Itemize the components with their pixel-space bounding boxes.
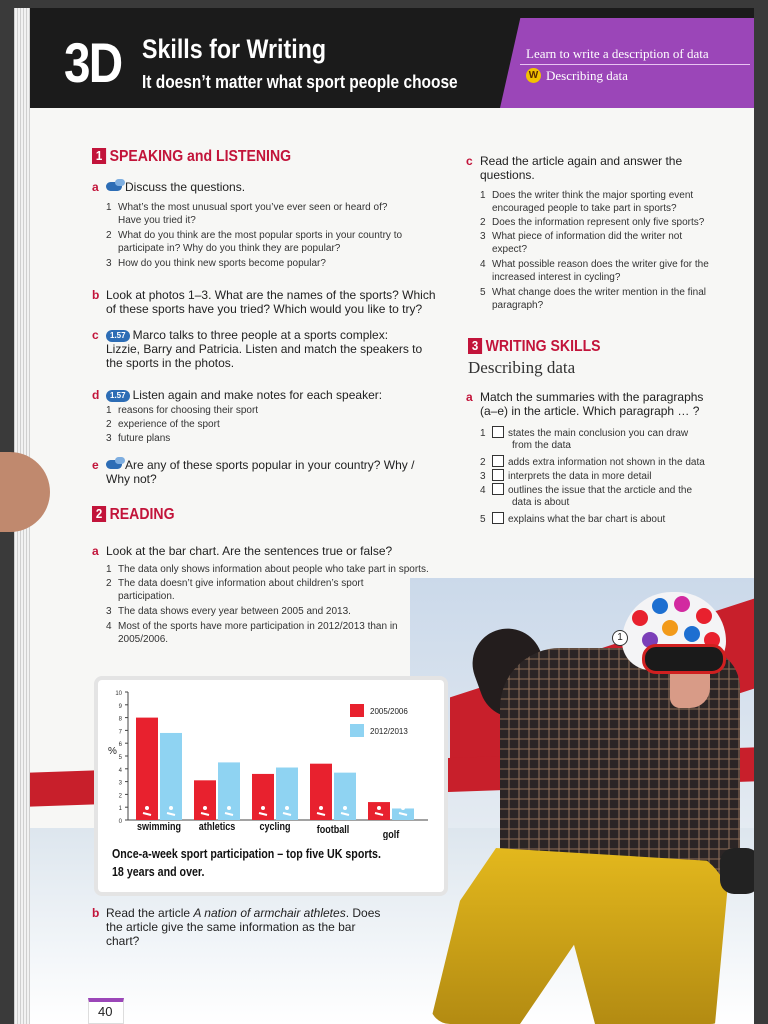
unit-subtitle: It doesn’t matter what sport people choose	[142, 72, 458, 92]
snowboarder-glove	[720, 848, 754, 894]
bar-athletics-2012/2013	[218, 762, 240, 820]
list-item-cont: participate in? Why do you think they are popular?	[118, 243, 341, 254]
list-item: 2 Does the information represent only five sports?	[480, 217, 705, 228]
question-1a	[92, 180, 245, 194]
list-item: 3 What piece of information did the writer not	[480, 231, 683, 242]
question-letter: a	[92, 180, 99, 194]
speaking-icon	[106, 182, 122, 191]
list-item: 3 future plans	[106, 433, 171, 444]
list-item: 1 Does the writer think the major sporting event	[480, 190, 694, 201]
bar-cycling-2012/2013	[276, 768, 298, 820]
section-number: 2	[92, 506, 106, 522]
unit-title: Skills for Writing	[142, 34, 327, 64]
question-3a: a Match the summaries with the paragraphs (a–e) in the article. Which paragraph … ?	[466, 390, 704, 418]
objective-divider	[520, 64, 750, 65]
textbook-page	[30, 8, 754, 1024]
section-heading-speaking	[92, 148, 291, 166]
section-number: 1	[92, 148, 106, 164]
y-tick-label: 5	[118, 755, 122, 761]
legend-label: 2012/2013	[370, 727, 408, 736]
match-item: 5 explains what the bar chart is about	[480, 514, 666, 525]
list-item-cont: encouraged people to take part in sports?	[492, 203, 677, 214]
answer-checkbox[interactable]	[492, 469, 504, 481]
list-item: 1 What’s the most unusual sport you’ve ever seen or heard of?	[106, 202, 388, 213]
sport-pictogram-icon	[285, 806, 289, 810]
y-tick-label: 1	[118, 806, 122, 813]
answer-checkbox[interactable]	[492, 483, 504, 495]
bar-swimming-2005/2006	[136, 718, 158, 820]
bar-football-2012/2013	[334, 773, 356, 820]
sport-pictogram-icon	[343, 806, 347, 810]
bar-chart-card	[94, 676, 448, 896]
legend-label: 2005/2006	[370, 707, 408, 716]
learning-objective: Learn to write a description of data	[526, 46, 709, 61]
list-item: 2 What do you think are the most popular sports in your country to	[106, 230, 403, 241]
y-tick-label: 2	[118, 793, 122, 800]
unit-header	[30, 8, 754, 108]
section-title: READING	[109, 506, 175, 523]
audio-track-icon[interactable]: 1.57	[106, 330, 130, 342]
sport-pictogram-icon	[377, 806, 381, 810]
list-item-cont: increased interest in cycling?	[492, 272, 621, 283]
list-item: 3 The data shows every year between 2005 and 2013.	[106, 606, 351, 617]
match-item: 4 outlines the issue that the arcticle and the	[480, 485, 693, 496]
list-item-cont: 2005/2006.	[118, 634, 169, 645]
unit-number: 3D	[64, 31, 122, 94]
answer-checkbox[interactable]	[492, 455, 504, 467]
section-title: WRITING SKILLS	[485, 338, 601, 355]
x-tick-label-swimming: swimming	[136, 821, 182, 834]
audio-track-icon[interactable]: 1.57	[106, 390, 130, 402]
question-2a: a Look at the bar chart. Are the sentences true or false?	[92, 544, 393, 558]
question-1b: b Look at photos 1–3. What are the names of the sports? Which of these sports have you tried? Which would you like to try?	[92, 288, 436, 316]
match-item: 1 states the main conclusion you can draw	[480, 428, 689, 439]
y-tick-label: 4	[118, 767, 122, 774]
sport-pictogram-icon	[261, 806, 265, 810]
section-number: 3	[468, 338, 482, 354]
list-item: 4 What possible reason does the writer give for the	[480, 259, 709, 270]
y-tick-label: 7	[118, 729, 122, 736]
list-item-cont: expect?	[492, 244, 528, 255]
answer-checkbox[interactable]	[492, 512, 504, 524]
section-subtitle: Describing data	[468, 358, 576, 377]
y-tick-label: 3	[118, 780, 122, 787]
y-tick-label: 0	[118, 819, 122, 825]
list-item: 4 Most of the sports have more participation in 2012/2013 than in	[106, 621, 398, 632]
bar-football-2005/2006	[310, 764, 332, 820]
photo-number-callout: 1	[612, 630, 628, 646]
list-item: 1 reasons for choosing their sport	[106, 405, 259, 416]
y-tick-label: 8	[118, 716, 122, 723]
list-item: 5 What change does the writer mention in the final	[480, 287, 707, 298]
speaking-icon	[106, 460, 122, 469]
y-tick-label: 6	[118, 742, 122, 749]
sport-pictogram-icon	[169, 806, 173, 810]
y-tick-label: 10	[115, 691, 122, 697]
question-1d: d 1.57 Listen again and make notes for each speaker:	[92, 388, 383, 402]
section-title: SPEAKING and LISTENING	[109, 148, 292, 165]
legend-swatch	[350, 724, 364, 737]
x-tick-label-athletics: athletics	[198, 821, 236, 834]
page-number: 40	[98, 1004, 113, 1019]
question-1e: e Are any of these sports popular in your country? Why / Why not?	[92, 458, 415, 486]
question-text: Discuss the questions.	[125, 180, 246, 194]
legend-swatch	[350, 704, 364, 717]
sport-pictogram-icon	[319, 806, 323, 810]
sport-pictogram-icon	[227, 806, 231, 810]
bar-golf-2005/2006	[368, 802, 390, 820]
question-2c: c Read the article again and answer the questions.	[466, 154, 683, 182]
match-item: 2 adds extra information not shown in the data	[480, 457, 705, 468]
section-heading-reading	[92, 506, 175, 524]
snowboarder-goggles	[642, 644, 726, 674]
sport-pictogram-icon	[401, 806, 405, 810]
chart-caption-line1: Once-a-week sport participation – top five UK sports.	[112, 846, 381, 861]
writing-badge-icon: W	[526, 68, 541, 83]
question-2b: b Read the article A nation of armchair athletes. Does the article give the same information as the bar chart?	[92, 906, 381, 948]
objectives-panel	[500, 18, 754, 108]
question-1c: c 1.57 Marco talks to three people at a sports complex: Lizzie, Barry and Patricia. Listen and match the speakers to the sports in the photos.	[92, 328, 423, 370]
match-item: 3 interprets the data in more detail	[480, 471, 652, 482]
sport-pictogram-icon	[203, 806, 207, 810]
writing-objective: Describing data	[546, 68, 628, 83]
chart-caption-line2: 18 years and over.	[112, 864, 205, 879]
match-item-cont: from the data	[512, 440, 571, 451]
x-tick-label-cycling: cycling	[259, 821, 291, 834]
list-item-cont: participation.	[118, 591, 175, 602]
x-tick-label-football: football	[316, 824, 350, 837]
match-item-cont: data is about	[512, 497, 570, 508]
snowboarder-face	[670, 668, 710, 708]
list-item: 2 The data doesn’t give information about children’s sport	[106, 578, 364, 589]
x-tick-label-golf: golf	[382, 829, 400, 840]
list-item: 2 experience of the sport	[106, 419, 220, 430]
list-item: 1 The data only shows information about people who take part in sports.	[106, 564, 429, 575]
y-axis-label: %	[108, 746, 117, 757]
bar-chart	[98, 680, 444, 840]
answer-checkbox[interactable]	[492, 426, 504, 438]
section-heading-writing	[468, 338, 601, 356]
list-item-cont: paragraph?	[492, 300, 544, 311]
list-item: 3 How do you think new sports become popular?	[106, 258, 326, 269]
list-item-cont: Have you tried it?	[118, 215, 196, 226]
sport-pictogram-icon	[145, 806, 149, 810]
y-tick-label: 9	[118, 703, 122, 710]
